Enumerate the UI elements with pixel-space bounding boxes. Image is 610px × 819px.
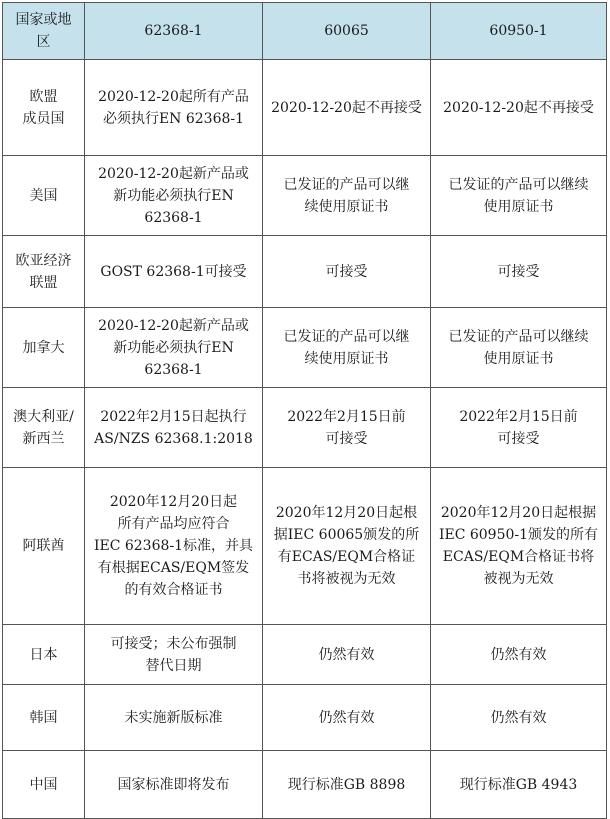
cell-line: 62368-1 — [144, 209, 203, 226]
cell-line: 可接受 — [497, 430, 540, 447]
cell-line: 2022年2月15日前 — [287, 408, 406, 425]
region-cell — [3, 625, 85, 685]
cell-line: 仍然有效 — [318, 709, 375, 726]
cell-line: 可接受 — [497, 263, 540, 280]
cell-line: 62368-1 — [144, 361, 203, 378]
table-cell — [263, 156, 431, 236]
cell-line: IEC 60950-1颁发的所有 — [438, 527, 599, 543]
table-cell — [263, 685, 431, 751]
cell-line: 书将被视为无效 — [297, 571, 396, 587]
cell-line: 现行标准GB 8898 — [287, 776, 406, 793]
cell-line: 2020年12月20日起根据 — [440, 505, 597, 521]
table-row — [3, 308, 607, 388]
table-row — [3, 156, 607, 236]
table-row — [3, 625, 607, 685]
table-cell — [263, 625, 431, 685]
cell-line: 已发证的产品可以继续 — [448, 176, 589, 193]
table-cell — [85, 156, 263, 236]
table-body — [3, 60, 607, 819]
cell-line: 澳大利亚/ — [13, 408, 74, 425]
cell-line: 2020年12月20日起根 — [275, 505, 418, 521]
cell-line: 2020年12月20日起 — [109, 494, 238, 510]
header-62368-1: 62368-1 — [85, 3, 263, 60]
cell-line: 2022年2月15日前 — [459, 408, 578, 425]
cell-line: 2020-12-20起不再接受 — [443, 99, 594, 116]
table-cell — [431, 685, 607, 751]
cell-line: 阿联酋 — [22, 538, 65, 554]
cell-line: 新功能必须执行EN — [113, 339, 234, 356]
cell-line: 已发证的产品可以继 — [283, 328, 410, 345]
table-cell — [85, 388, 263, 468]
cell-line: 可接受 — [325, 263, 368, 280]
cell-line: 使用原证书 — [483, 198, 554, 215]
cell-line: 新西兰 — [22, 430, 65, 447]
cell-line: 现行标准GB 4943 — [459, 776, 578, 793]
table-row — [3, 236, 607, 308]
cell-line: 国家标准即将发布 — [117, 776, 230, 793]
region-cell — [3, 60, 85, 156]
header-row — [3, 3, 607, 60]
cell-line: 2020-12-20起新产品或 — [98, 317, 249, 334]
table-row — [3, 751, 607, 819]
cell-line: 替代日期 — [145, 657, 202, 674]
table-cell — [431, 468, 607, 625]
cell-line: 可接受 — [325, 430, 368, 447]
cell-line: 续使用原证书 — [304, 198, 389, 215]
cell-line: 加拿大 — [22, 339, 65, 356]
cell-line: 未实施新版标准 — [124, 709, 223, 726]
header-region: 国家或地区 — [3, 3, 85, 60]
cell-line: 欧盟 — [29, 88, 58, 105]
cell-line: 2022年2月15日起执行 — [100, 408, 247, 425]
region-cell — [3, 308, 85, 388]
region-cell — [3, 468, 85, 625]
cell-line: 新功能必须执行EN — [113, 187, 234, 204]
cell-line: 已发证的产品可以继续 — [448, 328, 589, 345]
table-cell — [431, 236, 607, 308]
cell-line: 韩国 — [29, 709, 58, 726]
region-cell — [3, 156, 85, 236]
cell-line: 据IEC 60065颁发的所 — [273, 527, 420, 543]
table-cell — [263, 236, 431, 308]
table-cell — [263, 751, 431, 819]
cell-line: 美国 — [29, 187, 58, 204]
region-cell — [3, 388, 85, 468]
table-row — [3, 60, 607, 156]
table-cell — [263, 308, 431, 388]
cell-line: 中国 — [29, 776, 58, 793]
table-cell — [431, 625, 607, 685]
cell-line: ECAS/EQM合格证书将 — [442, 549, 595, 565]
cell-line: 2020-12-20起新产品或 — [98, 165, 249, 182]
table-cell — [263, 60, 431, 156]
table-cell — [85, 308, 263, 388]
table-cell — [85, 685, 263, 751]
table-row — [3, 685, 607, 751]
table-cell — [85, 468, 263, 625]
region-cell — [3, 751, 85, 819]
cell-line: 续使用原证书 — [304, 350, 389, 367]
cell-line: 被视为无效 — [483, 571, 554, 587]
cell-line: IEC 62368-1标准，并具 — [93, 538, 254, 554]
table-row — [3, 468, 607, 625]
standards-table — [2, 2, 607, 819]
table-cell — [85, 60, 263, 156]
header-60065: 60065 — [263, 3, 431, 60]
cell-line: 使用原证书 — [483, 350, 554, 367]
table-cell — [85, 751, 263, 819]
table-cell — [431, 308, 607, 388]
cell-line: 2020-12-20起所有产品 — [98, 88, 249, 105]
cell-line: 有根据ECAS/EQM签发 — [97, 560, 250, 576]
header-60950-1: 60950-1 — [431, 3, 607, 60]
table-cell — [431, 388, 607, 468]
cell-line: 已发证的产品可以继 — [283, 176, 410, 193]
cell-line: 欧亚经济 — [15, 252, 72, 269]
cell-line: 联盟 — [29, 274, 58, 291]
table-cell — [431, 60, 607, 156]
cell-line: 仍然有效 — [490, 646, 547, 663]
region-cell — [3, 236, 85, 308]
cell-line: 有ECAS/EQM合格证 — [277, 549, 416, 565]
cell-line: 的有效合格证书 — [124, 582, 223, 598]
cell-line: GOST 62368-1可接受 — [100, 263, 247, 280]
cell-line: 可接受；未公布强制 — [110, 635, 237, 652]
table-cell — [263, 468, 431, 625]
table-row — [3, 388, 607, 468]
table-cell — [431, 156, 607, 236]
table-cell — [263, 388, 431, 468]
cell-line: 仍然有效 — [318, 646, 375, 663]
cell-line: 日本 — [29, 646, 58, 663]
cell-line: 仍然有效 — [490, 709, 547, 726]
cell-line: 必须执行EN 62368-1 — [102, 110, 245, 127]
cell-line: 所有产品均应符合 — [117, 516, 230, 532]
region-cell — [3, 685, 85, 751]
cell-line: 成员国 — [22, 110, 65, 127]
cell-line: AS/NZS 62368.1:2018 — [94, 430, 253, 447]
table-cell — [431, 751, 607, 819]
table-cell — [85, 236, 263, 308]
table-cell — [85, 625, 263, 685]
cell-line: 2020-12-20起不再接受 — [271, 99, 422, 116]
